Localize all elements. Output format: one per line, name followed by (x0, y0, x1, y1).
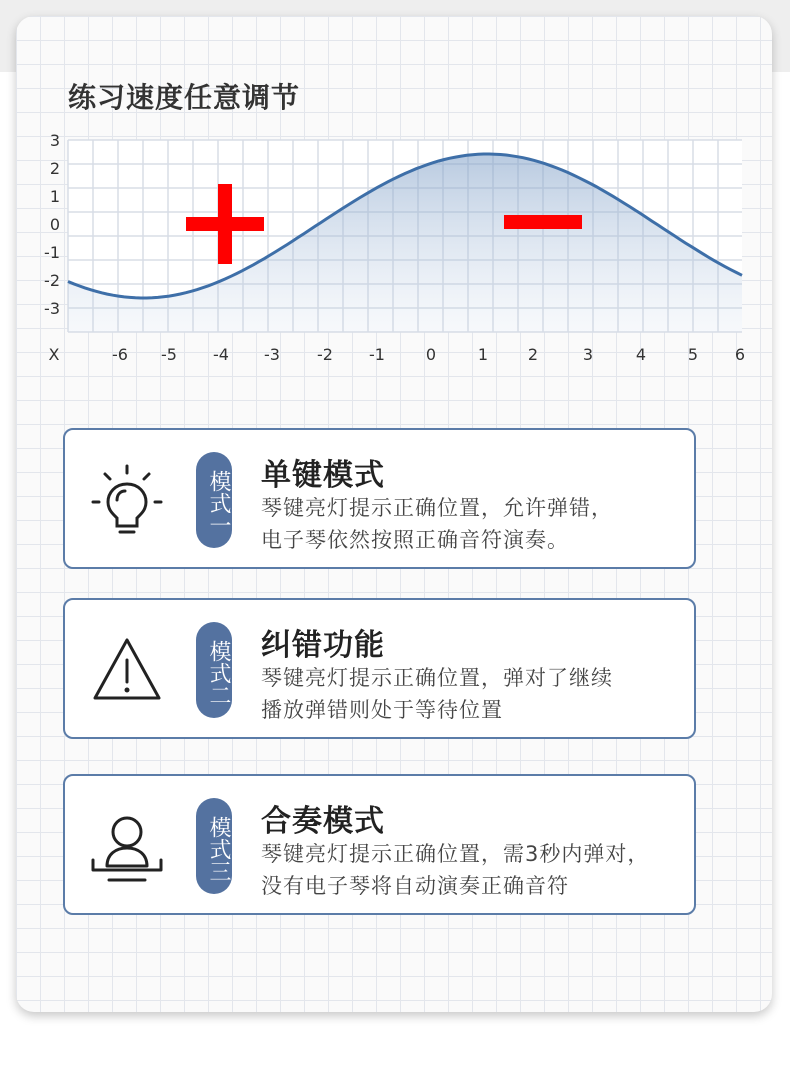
x-tick-label: 0 (425, 345, 437, 364)
lightbulb-icon (87, 460, 167, 540)
plus-vertical (218, 184, 232, 264)
mode-desc-3-line2: 没有电子琴将自动演奏正确音符 (261, 874, 569, 898)
x-tick-label: 2 (527, 345, 539, 364)
y-tick-label: -1 (44, 243, 60, 262)
mode-title-3: 合奏模式 (261, 804, 385, 839)
section-title: 练习速度任意调节 (68, 81, 301, 114)
x-tick-label: -6 (112, 345, 128, 364)
mode-card-ensemble (63, 774, 696, 915)
user-icon (87, 806, 167, 886)
y-axis-ticks (44, 131, 60, 318)
x-tick-label: -4 (213, 345, 229, 364)
mode-desc-3-line1: 琴键亮灯提示正确位置，需3秒内弹对， (261, 842, 650, 866)
y-tick-label: -2 (44, 271, 60, 290)
x-tick-label: 6 (734, 345, 746, 364)
mode-title-2: 纠错功能 (261, 628, 385, 663)
y-tick-label: 0 (49, 215, 60, 234)
y-tick-label: 2 (49, 159, 60, 178)
x-tick-label: -5 (161, 345, 177, 364)
x-tick-label: -1 (369, 345, 385, 364)
x-tick-label: X (48, 345, 60, 364)
x-tick-label: -2 (317, 345, 333, 364)
mode-card-single-key (63, 428, 696, 569)
mode-title-1: 单键模式 (261, 458, 385, 493)
x-tick-label: 3 (582, 345, 594, 364)
y-tick-label: 1 (49, 187, 60, 206)
mode-tag-2: 模式二 (196, 622, 232, 718)
x-tick-label: 5 (687, 345, 699, 364)
mode-desc-2-line1: 琴键亮灯提示正确位置，弹对了继续 (261, 666, 613, 690)
mode-desc-1-line1: 琴键亮灯提示正确位置，允许弹错， (261, 496, 613, 520)
mode-desc-1 (261, 492, 681, 556)
speed-wave-chart (40, 130, 760, 370)
mode-tag-3: 模式三 (196, 798, 232, 894)
y-tick-label: -3 (44, 299, 60, 318)
mode-desc-1-line2: 电子琴依然按照正确音符演奏。 (261, 528, 569, 552)
mode-desc-2-line2: 播放弹错则处于等待位置 (261, 698, 503, 722)
mode-desc-2 (261, 662, 681, 726)
warning-icon (87, 630, 167, 710)
x-tick-label: -3 (264, 345, 280, 364)
mode-desc-3 (261, 838, 681, 902)
mode-tag-1: 模式一 (196, 452, 232, 548)
x-tick-label: 1 (477, 345, 489, 364)
mode-card-error-correction (63, 598, 696, 739)
x-axis-ticks (49, 345, 746, 364)
y-tick-label: 3 (49, 131, 60, 150)
minus-sign (504, 215, 582, 229)
x-tick-label: 4 (635, 345, 647, 364)
